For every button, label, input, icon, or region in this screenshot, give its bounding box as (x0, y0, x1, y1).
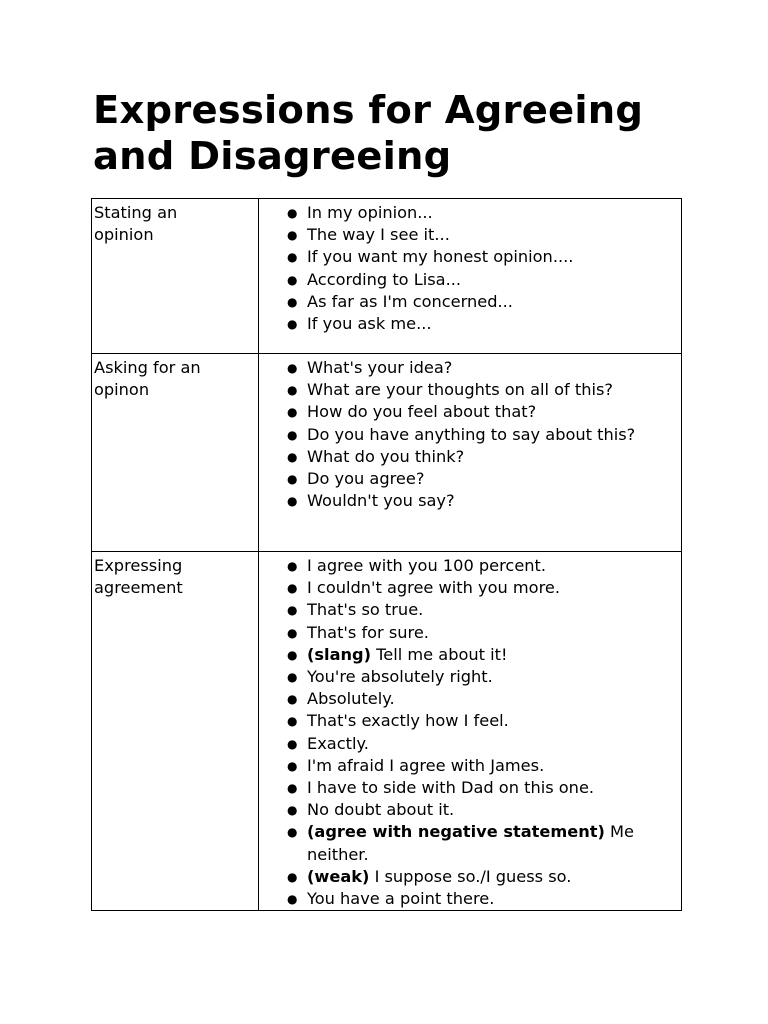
bullet-icon: ● (287, 228, 298, 243)
row-label-line: opinion (94, 225, 154, 245)
bullet-icon: ● (287, 559, 298, 573)
bullet-icon: ● (287, 869, 298, 884)
bullet-icon: ● (287, 803, 298, 818)
title-line-2: and Disagreeing (93, 134, 452, 179)
bullet-icon: ● (287, 625, 298, 640)
bullet-icon: ● (287, 250, 298, 265)
list-item: ● No doubt about it. (259, 799, 677, 821)
row-label-line: agreement (94, 578, 183, 598)
list-item: ● Exactly. (259, 733, 677, 755)
title-line-1: Expressions for Agreeing (93, 88, 644, 133)
bullet-icon: ● (287, 781, 298, 796)
list-item: ● Absolutely. (259, 688, 677, 710)
bullet-icon: ● (287, 494, 298, 509)
list-item: ● You have a point there. (259, 888, 677, 910)
bullet-icon: ● (287, 581, 298, 596)
list-item: ● As far as I'm concerned... (259, 291, 677, 313)
row-label-line: Asking for an (94, 358, 201, 377)
bullet-icon: ● (287, 405, 298, 420)
expressions-cell (259, 199, 682, 354)
bullet-icon: ● (287, 427, 298, 442)
list-item: ● Do you agree? (259, 468, 677, 490)
row-label-cell (92, 199, 259, 354)
bullet-icon: ● (287, 272, 298, 287)
list-item: ● That's for sure. (259, 622, 677, 644)
item-qualifier: (slang) (307, 644, 372, 664)
row-label-cell (92, 354, 259, 552)
expressions-list (259, 357, 677, 512)
list-item: ● In my opinion... (259, 202, 677, 224)
bullet-icon: ● (287, 670, 298, 685)
bullet-icon: ● (287, 383, 298, 398)
row-label-line: Stating an (94, 203, 178, 222)
list-item: ● I'm afraid I agree with James. (259, 755, 677, 777)
table-row-expressing-agreement (92, 552, 682, 911)
list-item: ● What are your thoughts on all of this? (259, 379, 677, 401)
bullet-icon: ● (287, 714, 298, 729)
row-label-line: opinon (94, 380, 150, 400)
list-item: ● If you ask me... (259, 313, 677, 335)
item-qualifier: (weak) (307, 866, 370, 886)
list-item: ● I couldn't agree with you more. (259, 577, 677, 599)
list-item: ● You're absolutely right. (259, 666, 677, 688)
expressions-table (91, 198, 682, 911)
list-item: ● Wouldn't you say? (259, 490, 677, 512)
expressions-cell (259, 354, 682, 552)
list-item: ● What do you think? (259, 446, 677, 468)
list-item: ● That's so true. (259, 599, 677, 621)
bullet-icon: ● (287, 294, 298, 309)
table-row-stating-opinion (92, 199, 682, 354)
list-item: ● I have to side with Dad on this one. (259, 777, 677, 799)
row-label-line: Expressing (94, 556, 183, 575)
list-item: ● (agree with negative statement) Me neither. (287, 822, 634, 864)
table-row-asking-opinion (92, 354, 682, 552)
list-item: ● (weak) I suppose so./I guess so. (259, 866, 677, 888)
list-item: ● That's exactly how I feel. (259, 710, 677, 732)
bullet-icon: ● (287, 317, 298, 332)
expressions-cell (259, 552, 682, 911)
bullet-icon: ● (287, 647, 298, 662)
bullet-icon: ● (287, 692, 298, 707)
bullet-icon: ● (287, 892, 298, 907)
expressions-list (259, 555, 677, 910)
bullet-icon: ● (287, 206, 298, 220)
list-item: ● Do you have anything to say about this? (259, 424, 677, 446)
bullet-icon: ● (287, 825, 298, 840)
list-item: ● According to Lisa... (259, 269, 677, 291)
item-qualifier: (agree with negative statement) (307, 822, 605, 842)
list-item: ● What's your idea? (259, 357, 677, 379)
list-item: ● (slang) Tell me about it! (259, 644, 677, 666)
row-label-cell (92, 552, 259, 911)
bullet-icon: ● (287, 449, 298, 464)
bullet-icon: ● (287, 736, 298, 751)
list-item: ● The way I see it... (259, 224, 677, 246)
page-title (93, 88, 713, 180)
expressions-list (259, 202, 677, 335)
bullet-icon: ● (287, 603, 298, 618)
list-item: ● I agree with you 100 percent. (259, 555, 677, 577)
list-item: ● How do you feel about that? (259, 401, 677, 423)
list-item: ● If you want my honest opinion.... (259, 246, 677, 268)
bullet-icon: ● (287, 472, 298, 487)
bullet-icon: ● (287, 758, 298, 773)
bullet-icon: ● (287, 361, 298, 375)
